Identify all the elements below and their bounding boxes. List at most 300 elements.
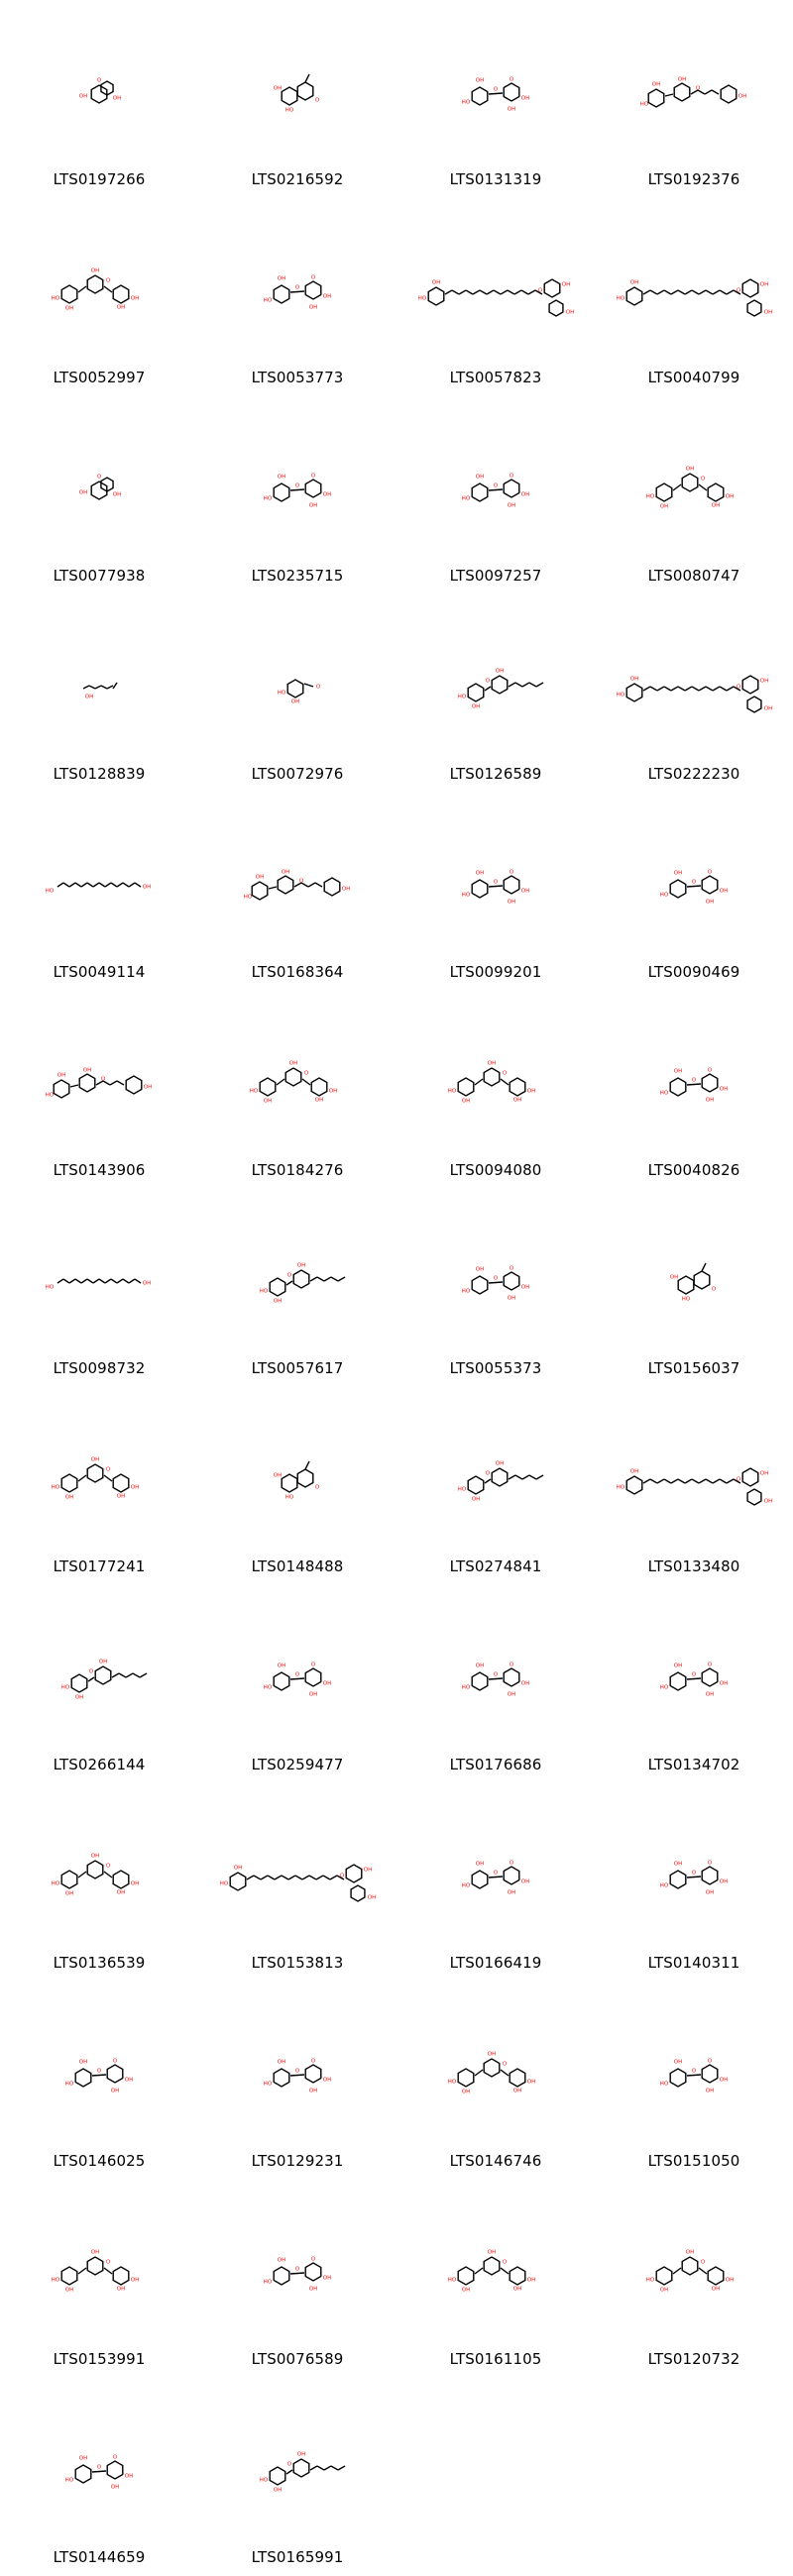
heteroatom-label: HO — [461, 1684, 471, 1691]
molecule-structure — [198, 1585, 396, 1754]
ring-bond — [702, 876, 718, 894]
molecule-id-label: LTS0259477 — [251, 1756, 344, 1773]
bond — [87, 883, 93, 887]
ring-bond — [87, 2257, 103, 2275]
bond — [78, 1475, 86, 1481]
ring-bond — [260, 1078, 276, 1096]
bond — [104, 286, 112, 292]
heteroatom-label: HO — [51, 1484, 60, 1491]
bond — [89, 686, 95, 689]
molecule-structure — [198, 594, 396, 763]
heteroatom-label: OH — [277, 2059, 286, 2066]
molecule-structure — [396, 198, 595, 367]
molecule-structure — [0, 1189, 198, 1357]
bond — [509, 1475, 515, 1479]
heteroatom-label: OH — [116, 2286, 126, 2293]
bond — [129, 1279, 135, 1283]
molecule-id-label: LTS0129231 — [251, 2152, 344, 2170]
molecule-structure — [0, 1982, 198, 2150]
heteroatom-label: O — [537, 287, 543, 294]
ring-bond — [702, 1668, 718, 1686]
heteroatom-label: OH — [719, 2077, 729, 2084]
bond — [706, 687, 713, 691]
heteroatom-label: HO — [639, 101, 649, 108]
ring-bond — [61, 2267, 77, 2285]
ring-bond — [324, 878, 340, 896]
heteroatom-label: OH — [277, 2257, 286, 2264]
heteroatom-label: OH — [673, 1068, 683, 1075]
molecule-card — [595, 594, 793, 793]
ring-bond — [274, 1672, 289, 1690]
heteroatom-label: HO — [259, 2477, 269, 2484]
ring-bond — [282, 87, 297, 105]
molecule-card — [595, 1189, 793, 1387]
ring-bond — [61, 285, 77, 303]
bond — [290, 489, 304, 490]
ring-bond — [282, 1474, 297, 1492]
heteroatom-label: OH — [308, 2088, 318, 2094]
molecule-structure — [198, 991, 396, 1159]
heteroatom-label: O — [96, 2068, 102, 2075]
molecule-id-label: LTS0153991 — [53, 2350, 146, 2368]
ring-bond — [510, 1078, 525, 1096]
heteroatom-label: O — [294, 483, 300, 489]
molecule-card — [396, 1189, 595, 1387]
ring-bond — [305, 281, 321, 299]
ring-bond — [484, 2257, 500, 2275]
bond — [692, 290, 699, 294]
bond — [70, 1085, 78, 1087]
molecule-id-label: LTS0168364 — [251, 963, 344, 981]
molecule-structure — [396, 1585, 595, 1754]
heteroatom-label: HO — [284, 1494, 294, 1501]
bond — [63, 883, 69, 887]
ring-bond — [656, 2267, 672, 2285]
ring-bond — [274, 483, 289, 501]
ring-bond — [278, 876, 293, 894]
bond — [315, 883, 322, 887]
heteroatom-label: O — [691, 879, 697, 886]
bond — [63, 1279, 69, 1283]
heteroatom-label: OH — [487, 1060, 497, 1067]
bond — [706, 1479, 713, 1483]
ring-bond — [708, 2267, 724, 2285]
molecule-structure — [396, 2180, 595, 2348]
bond — [83, 686, 89, 689]
bond — [135, 1279, 141, 1283]
ring-bond — [472, 1276, 488, 1294]
heteroatom-label: OH — [431, 279, 441, 286]
molecule-card — [0, 1982, 198, 2180]
heteroatom-label: HO — [249, 1088, 259, 1095]
heteroatom-label: OH — [255, 874, 265, 881]
ring-bond — [504, 83, 519, 101]
heteroatom-label: OH — [124, 2473, 134, 2480]
bond — [290, 291, 304, 292]
bond — [475, 1079, 483, 1085]
ring-bond — [484, 1068, 500, 1086]
ring-bond — [79, 1074, 95, 1092]
heteroatom-label: HO — [263, 2081, 273, 2088]
heteroatom-label: O — [493, 1671, 499, 1678]
bond — [685, 290, 692, 294]
bond — [324, 1277, 331, 1281]
bond — [75, 1279, 81, 1283]
bond — [105, 883, 111, 887]
molecule-structure — [198, 2180, 396, 2348]
heteroatom-label: OH — [495, 1460, 505, 1467]
molecule-structure — [198, 1783, 396, 1952]
heteroatom-label: OH — [685, 2249, 695, 2256]
molecule-structure — [0, 1585, 198, 1754]
heteroatom-label: HO — [681, 1296, 691, 1303]
bond — [536, 1475, 543, 1479]
heteroatom-label: OH — [759, 1470, 769, 1477]
bond — [305, 1461, 309, 1469]
heteroatom-label: OH — [90, 2249, 100, 2256]
heteroatom-label: OH — [90, 1853, 100, 1860]
heteroatom-label: O — [736, 684, 741, 691]
heteroatom-label: OH — [520, 491, 530, 498]
bond — [699, 290, 706, 294]
ring-bond — [678, 1276, 694, 1294]
heteroatom-label: OH — [561, 281, 571, 288]
heteroatom-label: HO — [263, 1684, 273, 1691]
bond — [310, 1277, 317, 1281]
heteroatom-label: O — [502, 2061, 508, 2068]
bond — [687, 1084, 701, 1085]
molecule-structure — [0, 0, 198, 168]
heteroatom-label: OH — [725, 493, 735, 500]
bond — [92, 2471, 106, 2472]
ring-bond — [682, 474, 698, 491]
molecule-id-label: LTS0053773 — [251, 369, 344, 386]
heteroatom-label: O — [691, 2068, 697, 2075]
heteroatom-label: OH — [82, 1067, 92, 1074]
heteroatom-label: OH — [507, 106, 516, 113]
bond — [650, 687, 657, 691]
heteroatom-label: OH — [719, 1680, 729, 1687]
heteroatom-label: OH — [475, 870, 485, 877]
heteroatom-label: OH — [673, 1861, 683, 1868]
heteroatom-label: OH — [507, 1691, 516, 1698]
molecule-structure — [396, 396, 595, 565]
bond — [282, 1876, 288, 1879]
molecule-id-label: LTS0143906 — [53, 1161, 146, 1179]
ring-bond — [656, 483, 672, 501]
heteroatom-label: OH — [629, 279, 639, 286]
heteroatom-label: OH — [673, 1663, 683, 1669]
molecule-id-label: LTS0098732 — [53, 1359, 146, 1377]
ring-bond — [510, 2267, 525, 2285]
heteroatom-label: HO — [263, 495, 273, 502]
bond — [254, 1876, 261, 1879]
molecule-structure — [198, 793, 396, 961]
heteroatom-label: HO — [461, 495, 471, 502]
molecule-id-label: LTS0177241 — [53, 1557, 146, 1575]
molecule-structure — [0, 1387, 198, 1556]
heteroatom-label: O — [493, 483, 499, 489]
heteroatom-label: HO — [461, 1882, 471, 1889]
ring-bond — [504, 1867, 519, 1884]
bond — [494, 290, 501, 294]
heteroatom-label: OH — [461, 2089, 471, 2095]
molecule-id-label: LTS0176686 — [449, 1756, 542, 1773]
bond — [657, 1479, 664, 1483]
bond — [713, 687, 720, 691]
heteroatom-label: OH — [705, 899, 715, 906]
heteroatom-label: OH — [367, 1894, 377, 1901]
molecule-card — [396, 1585, 595, 1783]
heteroatom-label: HO — [64, 2081, 74, 2088]
heteroatom-label: OH — [322, 1680, 332, 1687]
bond — [110, 1081, 117, 1085]
heteroatom-label: OH — [471, 703, 481, 710]
bond — [324, 2466, 331, 2470]
heteroatom-label: O — [736, 287, 741, 294]
bond — [459, 290, 466, 294]
ring-bond — [458, 2069, 474, 2087]
bond — [295, 1876, 302, 1879]
molecule-structure — [396, 594, 595, 763]
heteroatom-label: O — [310, 2256, 316, 2263]
heteroatom-label: O — [700, 2259, 706, 2266]
heteroatom-label: OH — [281, 869, 290, 876]
heteroatom-label: OH — [142, 1280, 152, 1287]
bond — [57, 883, 63, 887]
heteroatom-label: OH — [673, 870, 683, 877]
molecule-id-label: LTS0165991 — [251, 2548, 344, 2566]
molecule-card — [595, 1387, 793, 1585]
heteroatom-label: OH — [507, 1889, 516, 1896]
ring-bond — [742, 279, 758, 297]
heteroatom-label: OH — [705, 1691, 715, 1698]
heteroatom-label: OH — [526, 2079, 536, 2086]
ring-bond — [544, 279, 560, 297]
molecule-card — [396, 793, 595, 991]
heteroatom-label: OH — [763, 309, 773, 316]
bond — [673, 2268, 681, 2274]
ring-bond — [504, 1668, 519, 1686]
bond — [487, 290, 494, 294]
molecule-structure — [198, 396, 396, 565]
heteroatom-label: HO — [461, 99, 471, 106]
heteroatom-label: OH — [277, 1663, 286, 1669]
heteroatom-label: OH — [475, 1266, 485, 1273]
molecule-card — [0, 1189, 198, 1387]
bond — [522, 1475, 529, 1479]
molecule-id-label: LTS0192376 — [647, 170, 740, 188]
bond — [78, 1872, 86, 1878]
molecule-card — [198, 594, 396, 793]
molecule-id-label: LTS0094080 — [449, 1161, 542, 1179]
heteroatom-label: O — [294, 2068, 300, 2075]
heteroatom-label: HO — [45, 1284, 55, 1291]
ring-bond — [747, 1489, 761, 1505]
heteroatom-label: OH — [475, 1861, 485, 1868]
ring-bond — [87, 1861, 103, 1878]
molecule-structure — [595, 1783, 793, 1952]
molecule-card — [595, 0, 793, 198]
heteroatom-label: OH — [719, 888, 729, 895]
molecule-structure — [595, 0, 793, 168]
heteroatom-label: O — [691, 1077, 697, 1084]
molecule-structure — [595, 1585, 793, 1754]
heteroatom-label: OH — [719, 1086, 729, 1093]
ring-bond — [472, 880, 488, 898]
heteroatom-label: O — [509, 76, 514, 83]
ring-bond — [670, 1672, 686, 1690]
ring-bond — [285, 1068, 301, 1086]
heteroatom-label: O — [294, 2266, 300, 2273]
heteroatom-label: O — [502, 1070, 508, 1077]
bond — [473, 290, 480, 294]
ring-bond — [75, 2465, 91, 2483]
bond — [317, 1277, 324, 1281]
heteroatom-label: OH — [711, 2286, 721, 2293]
bond — [107, 686, 113, 689]
bond — [643, 687, 650, 691]
molecule-card — [396, 198, 595, 396]
heteroatom-label: OH — [520, 1680, 530, 1687]
heteroatom-label: OH — [116, 304, 126, 311]
heteroatom-label: O — [493, 1870, 499, 1877]
heteroatom-label: HO — [645, 2277, 655, 2284]
bond — [706, 290, 713, 294]
bond — [331, 2466, 338, 2470]
bond — [338, 2466, 345, 2470]
bond — [687, 2075, 701, 2076]
heteroatom-label: OH — [705, 1097, 715, 1104]
bond — [687, 1678, 701, 1679]
ring-bond — [472, 1871, 488, 1888]
bond — [275, 1876, 282, 1879]
molecule-card — [0, 0, 198, 198]
heteroatom-label: OH — [64, 1494, 74, 1501]
molecule-id-label: LTS0266144 — [53, 1756, 146, 1773]
bond — [445, 290, 452, 294]
molecule-card — [396, 396, 595, 594]
ring-bond — [626, 1476, 642, 1494]
bond — [87, 1279, 93, 1283]
heteroatom-label: OH — [520, 95, 530, 102]
heteroatom-label: OH — [90, 1456, 100, 1463]
ring-bond — [113, 1871, 129, 1888]
heteroatom-label: HO — [659, 892, 669, 899]
molecule-card — [396, 594, 595, 793]
molecule-card — [595, 198, 793, 396]
molecule-structure — [198, 0, 396, 168]
heteroatom-label: O — [493, 1275, 499, 1282]
molecule-structure — [396, 991, 595, 1159]
heteroatom-label: OH — [263, 1098, 273, 1105]
molecule-id-label: LTS0057823 — [449, 369, 542, 386]
molecule-id-label: LTS0161105 — [449, 2350, 542, 2368]
ring-bond — [492, 1468, 508, 1486]
heteroatom-label: O — [485, 678, 491, 685]
heteroatom-label: O — [493, 879, 499, 886]
heteroatom-label: OH — [520, 1878, 530, 1885]
bond — [685, 687, 692, 691]
bond — [117, 1081, 124, 1085]
bond — [671, 1479, 678, 1483]
bond — [81, 883, 87, 887]
heteroatom-label: OH — [57, 1072, 66, 1079]
heteroatom-label: O — [310, 1662, 316, 1668]
bond — [133, 1673, 140, 1677]
molecule-card — [595, 2180, 793, 2378]
bond — [699, 2268, 707, 2274]
molecule-id-label: LTS0184276 — [251, 1161, 344, 1179]
molecule-structure — [0, 594, 198, 763]
bond — [135, 883, 141, 887]
bond — [529, 1475, 536, 1479]
bond — [123, 1279, 129, 1283]
ring-bond — [682, 2257, 698, 2275]
molecule-id-label: LTS0156037 — [647, 1359, 740, 1377]
heteroatom-label: O — [707, 1860, 713, 1867]
molecule-card — [0, 1585, 198, 1783]
heteroatom-label: OH — [130, 295, 140, 302]
heteroatom-label: HO — [461, 892, 471, 899]
bond — [671, 687, 678, 691]
bond — [712, 90, 719, 94]
heteroatom-label: OH — [487, 2249, 497, 2256]
molecule-id-label: LTS0216592 — [251, 170, 344, 188]
heteroatom-label: OH — [475, 1663, 485, 1669]
heteroatom-label: HO — [219, 1880, 229, 1887]
heteroatom-label: O — [314, 97, 320, 104]
molecule-card — [0, 793, 198, 991]
bond — [113, 683, 117, 689]
heteroatom-label: OH — [705, 1889, 715, 1896]
heteroatom-label: OH — [98, 1659, 108, 1665]
bond — [687, 1877, 701, 1878]
heteroatom-label: OH — [512, 1097, 522, 1104]
molecule-id-label: LTS0153813 — [251, 1954, 344, 1972]
bond — [720, 1479, 727, 1483]
bond — [99, 1279, 105, 1283]
molecule-card — [198, 198, 396, 396]
heteroatom-label: O — [509, 1662, 514, 1668]
heteroatom-label: OH — [759, 678, 769, 685]
heteroatom-label: OH — [64, 2287, 74, 2294]
heteroatom-label: OH — [685, 466, 695, 473]
bond — [705, 90, 712, 94]
ring-bond — [504, 876, 519, 894]
ring-bond — [458, 2267, 474, 2285]
bond — [536, 683, 543, 687]
heteroatom-label: OH — [308, 1691, 318, 1698]
heteroatom-label: O — [310, 473, 316, 480]
heteroatom-label: OH — [520, 888, 530, 895]
ring-bond — [468, 1476, 484, 1494]
bond — [692, 687, 699, 691]
heteroatom-label: O — [310, 2058, 316, 2065]
bond — [331, 1277, 338, 1281]
bond — [93, 1279, 99, 1283]
heteroatom-label: OH — [322, 2275, 332, 2282]
heteroatom-label: OH — [629, 676, 639, 683]
bond — [57, 1279, 63, 1283]
heteroatom-label: OH — [507, 502, 516, 509]
heteroatom-label: OH — [233, 1865, 243, 1872]
bond — [673, 484, 681, 490]
heteroatom-label: O — [509, 869, 514, 876]
bond — [104, 1475, 112, 1481]
heteroatom-label: OH — [651, 81, 661, 88]
molecule-structure — [0, 198, 198, 367]
